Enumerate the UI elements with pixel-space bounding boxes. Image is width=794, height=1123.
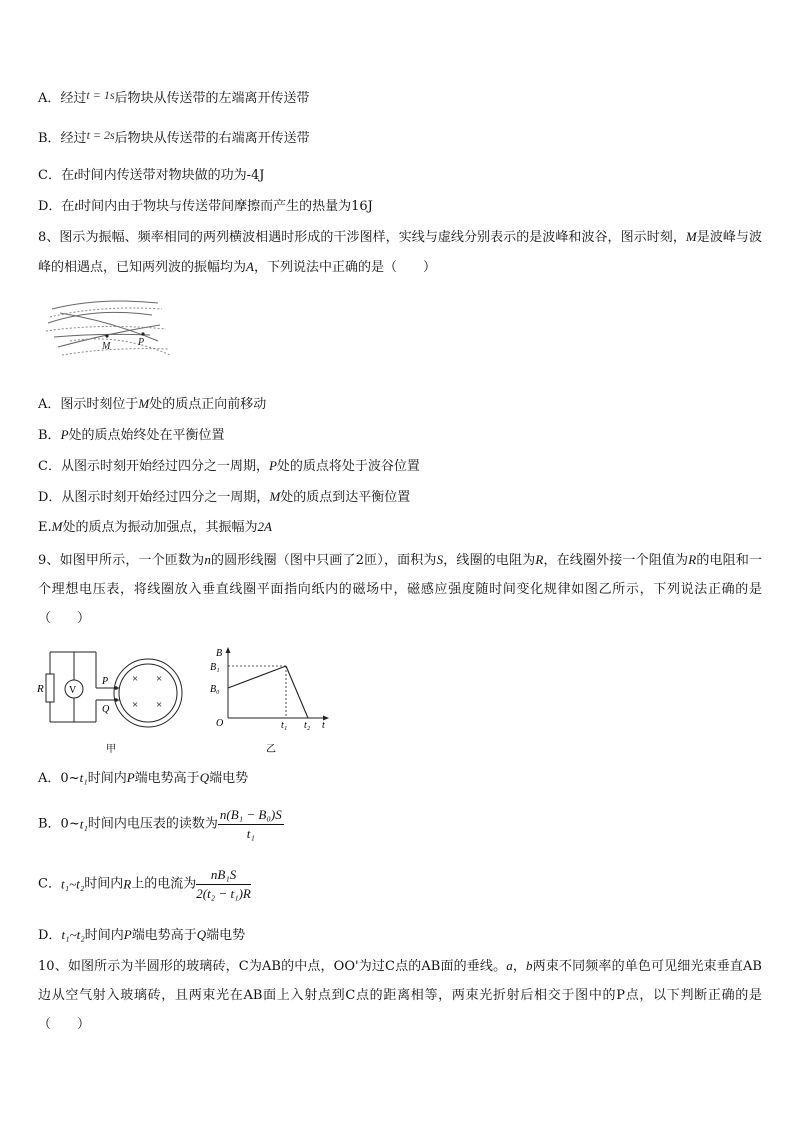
q8-option-d: D．从图示时刻开始经过四分之一周期，M处的质点到达平衡位置 <box>38 489 411 505</box>
q7-option-b: B．经过t = 2s后物块从传送带的右端离开传送带 <box>38 128 310 146</box>
figure-caption-yi: 乙 <box>266 744 276 755</box>
q7-option-b-math: t = 2s <box>86 128 115 142</box>
q9-option-c: C．t₁~t₂时间内R上的电流为 $\frac{\text{nB₁S}}{\text{2(t₂ − t₁)R}}$ <box>38 867 251 901</box>
terminal-q-label: Q <box>102 704 110 715</box>
resistor-label: R <box>37 683 44 695</box>
coil-outer <box>114 659 182 727</box>
b-fall-segment <box>286 666 308 718</box>
terminal-p-label: P <box>102 676 109 687</box>
q8-option-b: B．P处的质点始终处在平衡位置 <box>38 427 225 443</box>
label-m: M <box>102 341 111 352</box>
q8-stem: 8、图示为振幅、频率相同的两列横波相遇时形成的干涉图样，实线与虚线分别表示的是波峰和波谷，图示时刻，M是波峰与波峰的相遇点，已知两列波的振幅均为A，下列说法中正确的是（ ） <box>38 229 762 275</box>
origin-label: O <box>216 718 224 729</box>
point-m <box>105 334 108 337</box>
q7-option-a-math: t = 1s <box>86 88 115 102</box>
tick-label-b0: B₀ <box>210 684 220 695</box>
trough-line <box>70 339 170 355</box>
field-cross: × <box>156 699 163 711</box>
q8-option-a: A．图示时刻位于M处的质点正向前移动 <box>38 396 267 412</box>
field-cross: × <box>132 673 139 685</box>
q9-option-c-fraction: $\frac{\text{nB₁S}}{\text{2(t₂ − t₁)R}}$ <box>196 867 251 901</box>
q10-stem: 10、如图所示为半圆形的玻璃砖，C为AB的中点，OO'为过C点的AB面的垂线。a，b两束不同频率的单色可见细光束垂直AB边从空气射入玻璃砖，且两束光在AB面上入射点到C点的距离相等，两束光折射后相交于图中的P点，以下判断正确的是（ ） <box>38 958 762 1032</box>
q9-figure-circuit <box>36 646 196 758</box>
trough-line <box>62 349 168 355</box>
q7-option-c: C．在t时间内传送带对物块做的功为-4J <box>38 167 265 183</box>
q9-option-b-fraction: $\frac{\text{n(B₁ − B₀)S}}{\text{t₁}}$ <box>219 807 282 841</box>
coil-inner <box>119 664 177 722</box>
axis-label-t: t <box>322 720 325 731</box>
point-p <box>141 332 144 335</box>
q8-option-e: E.M处的质点为振动加强点，其振幅为2A <box>38 519 272 535</box>
tick-label-t1: t₁ <box>281 720 288 731</box>
axis-label-b: B <box>216 648 223 659</box>
field-cross: × <box>156 673 163 685</box>
tick-label-t2: t₂ <box>304 720 311 731</box>
q8-interference-figure <box>40 293 180 363</box>
q9-figure-graph <box>208 644 338 758</box>
tick-label-b1: B₁ <box>210 662 220 673</box>
resistor <box>46 674 54 702</box>
q9-stem: 9、如图甲所示，一个匝数为n的圆形线圈（图中只画了2匝），面积为S，线圈的电阻为R，在线圈外接一个阻值为R的电阻和一个理想电压表，将线圈放入垂直线圈平面指向纸内的磁场中，磁感应强度随时间变化规律如图乙所示，下列说法正确的是（ ） <box>38 552 762 626</box>
q8-option-c: C．从图示时刻开始经过四分之一周期，P处的质点将处于波谷位置 <box>38 458 420 474</box>
q7-option-a: A．经过t = 1s后物块从传送带的左端离开传送带 <box>38 88 310 106</box>
q9-option-a: A．0~t₁时间内P端电势高于Q端电势 <box>38 770 249 786</box>
q7-option-d: D．在t时间内由于物块与传送带间摩擦而产生的热量为16J <box>38 198 373 214</box>
label-p: P <box>138 337 145 348</box>
q9-option-d: D．t₁~t₂时间内P端电势高于Q端电势 <box>38 927 246 943</box>
voltmeter-label: V <box>69 685 77 696</box>
q9-option-b: B．0~t₁时间内电压表的读数为 $\frac{\text{n(B₁ − B₀)S}}{\text{t₁}}$ <box>38 807 282 841</box>
figure-caption-jia: 甲 <box>106 744 116 755</box>
b-rise-segment <box>228 666 286 688</box>
field-cross: × <box>132 699 139 711</box>
